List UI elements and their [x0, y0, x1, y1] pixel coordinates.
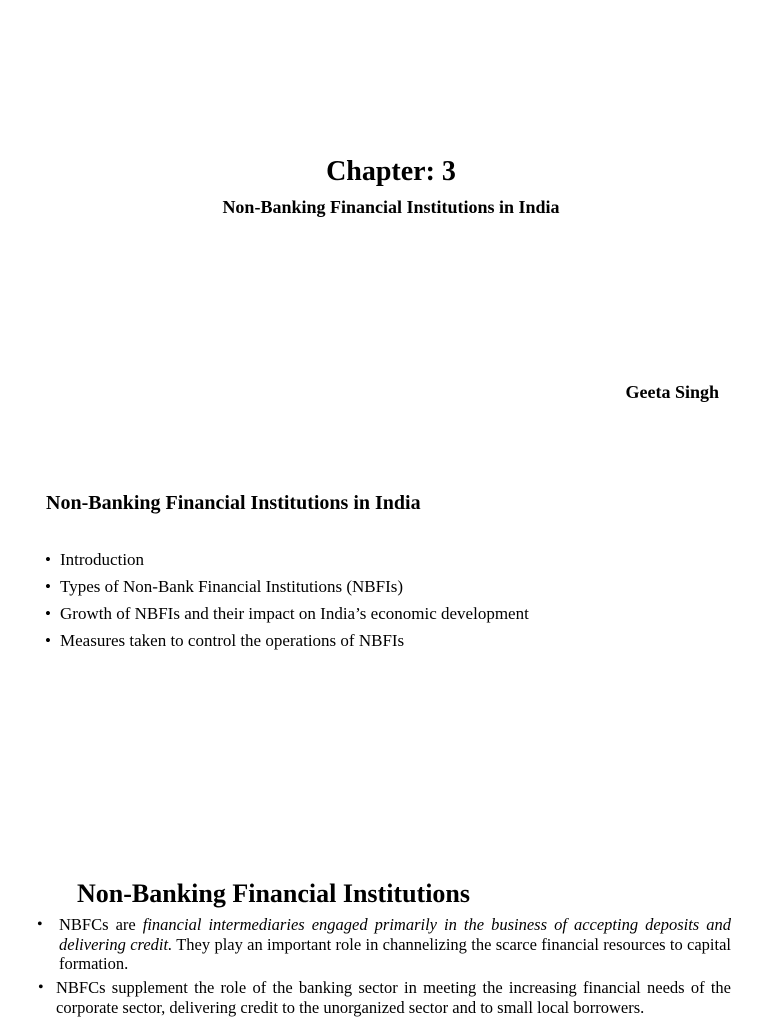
list-item-text: Introduction	[60, 550, 145, 569]
list-item	[45, 600, 529, 627]
bullet-icon: •	[45, 604, 51, 623]
list-item	[45, 546, 529, 573]
bullet-icon: •	[45, 631, 51, 650]
list-item	[45, 573, 529, 600]
para-1-prefix: NBFCs are	[59, 915, 143, 934]
nbfi-paragraph-1	[59, 915, 731, 974]
list-item-text: Types of Non-Bank Financial Institutions (NBFIs)	[60, 577, 404, 596]
chapter-subtitle: Non-Banking Financial Institutions in India	[222, 197, 560, 217]
nbfi-paragraph-2: NBFCs supplement the role of the banking sector in meeting the increasing financial needs of the corporate sector, delivering credit to the unorganized sector and to small local borrowers.	[56, 978, 731, 1017]
para-1-definition: financial intermediaries engaged primarily in the business of accepting deposits and delivering credit.	[59, 915, 731, 954]
outline-list	[45, 546, 529, 654]
author-name: Geeta Singh	[625, 382, 719, 402]
chapter-title: Chapter: 3	[326, 156, 456, 187]
list-item-text: Measures taken to control the operations of NBFIs	[60, 631, 405, 650]
list-item	[45, 627, 529, 654]
outline-heading: Non-Banking Financial Institutions in India	[46, 492, 421, 514]
nbfi-heading: Non-Banking Financial Institutions	[77, 879, 471, 908]
bullet-icon: •	[38, 979, 44, 996]
list-item-text: Growth of NBFIs and their impact on India’s economic development	[60, 604, 529, 623]
para-1-suffix: They play an important role in channelizing the scarce financial resources to capital formation.	[59, 934, 731, 973]
bullet-icon: •	[37, 916, 43, 933]
bullet-icon: •	[45, 577, 51, 596]
bullet-icon: •	[45, 550, 51, 569]
